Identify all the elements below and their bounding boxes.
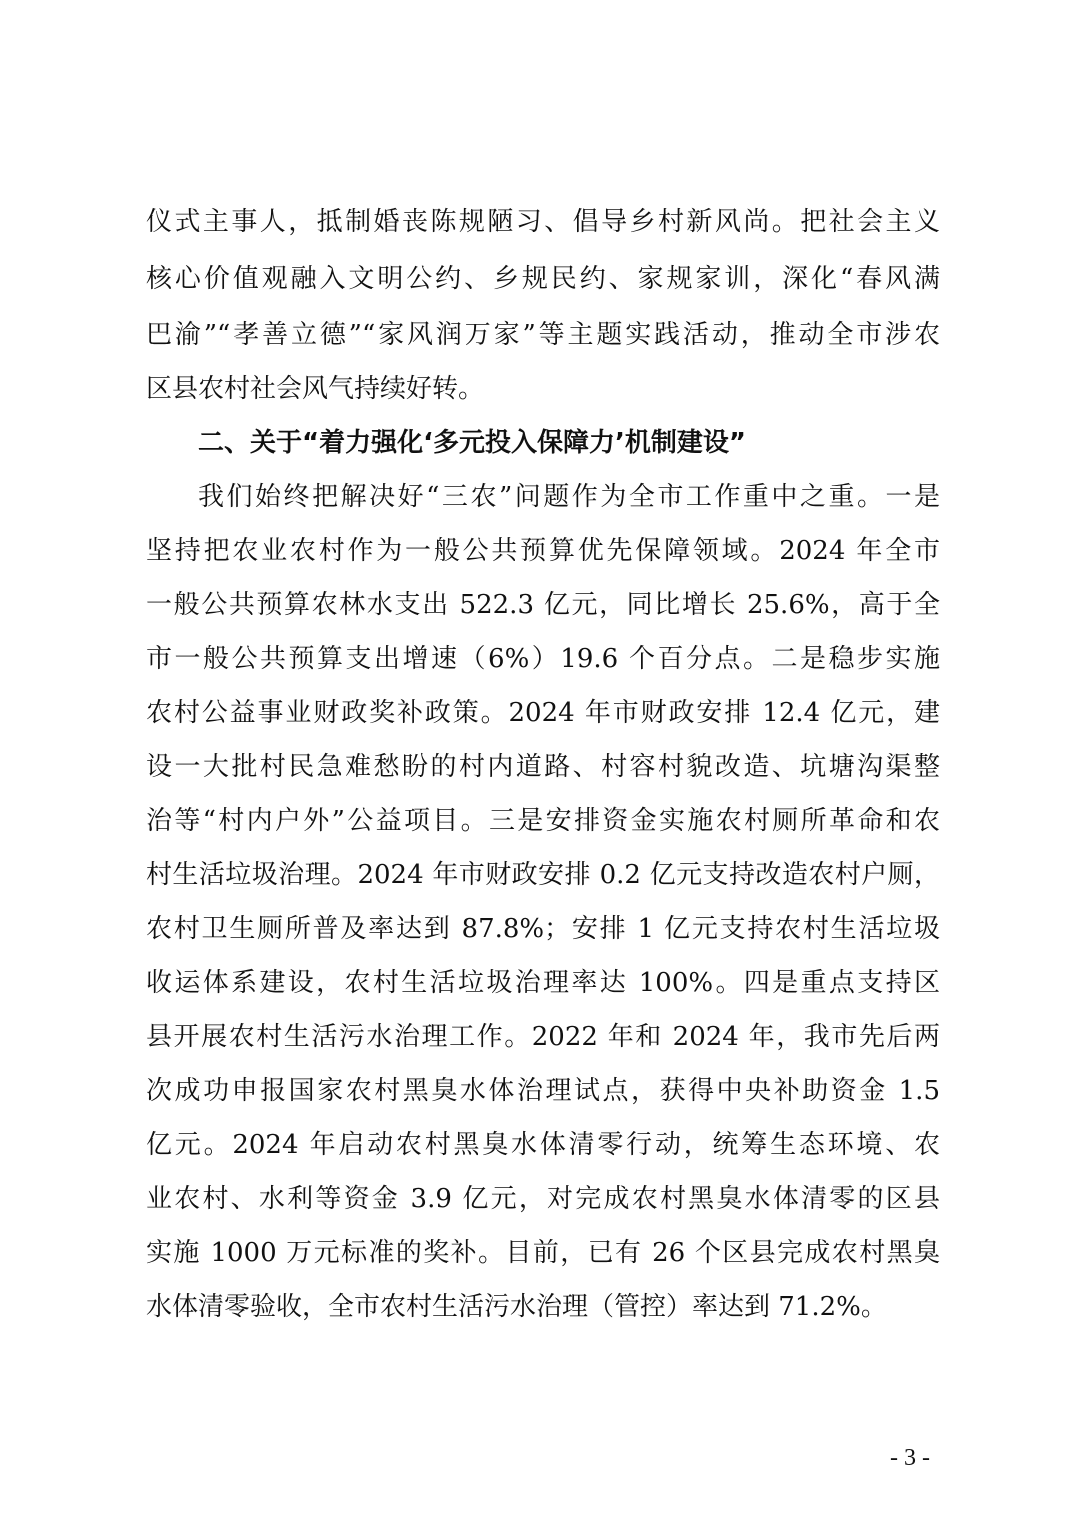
text-line-13: 村生活垃圾治理。2024 年市财政安排 0.2 亿元支持改造农村户厕， [146, 860, 940, 890]
text-line-21: 水体清零验收，全市农村生活污水治理（管控）率达到 71.2%。 [146, 1292, 887, 1322]
text-line-7: 坚持把农业农村作为一般公共预算优先保障领域。2024 年全市 [146, 536, 940, 566]
paragraph-first-line: 我们始终把解决好“三农”问题作为全市工作重中之重。一是 [198, 482, 940, 512]
text-line-1: 仪式主事人，抵制婚丧陈规陋习、倡导乡村新风尚。把社会主义 [146, 207, 940, 237]
text-line-4: 区县农村社会风气持续好转。 [146, 374, 485, 404]
text-line-11: 设一大批村民急难愁盼的村内道路、村容村貌改造、坑塘沟渠整 [146, 752, 940, 782]
text-line-3: 巴渝”“孝善立德”“家风润万家”等主题实践活动，推动全市涉农 [146, 320, 940, 350]
section-heading: 二、关于“着力强化‘多元投入保障力’机制建设” [198, 428, 746, 458]
text-line-20: 实施 1000 万元标准的奖补。目前，已有 26 个区县完成农村黑臭 [146, 1238, 940, 1268]
text-line-12: 治等“村内户外”公益项目。三是安排资金实施农村厕所革命和农 [146, 806, 940, 836]
text-line-14: 农村卫生厕所普及率达到 87.8%；安排 1 亿元支持农村生活垃圾 [146, 914, 940, 944]
text-line-17: 次成功申报国家农村黑臭水体治理试点，获得中央补助资金 1.5 [146, 1076, 940, 1106]
page-number: - 3 - [890, 1445, 930, 1471]
text-line-8: 一般公共预算农林水支出 522.3 亿元，同比增长 25.6%，高于全 [146, 590, 940, 620]
text-line-9: 市一般公共预算支出增速（6%）19.6 个百分点。二是稳步实施 [146, 644, 940, 674]
text-line-18: 亿元。2024 年启动农村黑臭水体清零行动，统筹生态环境、农 [146, 1130, 940, 1160]
text-line-10: 农村公益事业财政奖补政策。2024 年市财政安排 12.4 亿元，建 [146, 698, 940, 728]
text-line-15: 收运体系建设，农村生活垃圾治理率达 100%。四是重点支持区 [146, 968, 940, 998]
text-line-16: 县开展农村生活污水治理工作。2022 年和 2024 年，我市先后两 [146, 1022, 940, 1052]
text-line-19: 业农村、水利等资金 3.9 亿元，对完成农村黑臭水体清零的区县 [146, 1184, 940, 1214]
text-line-2: 核心价值观融入文明公约、乡规民约、家规家训，深化“春风满 [146, 264, 940, 294]
